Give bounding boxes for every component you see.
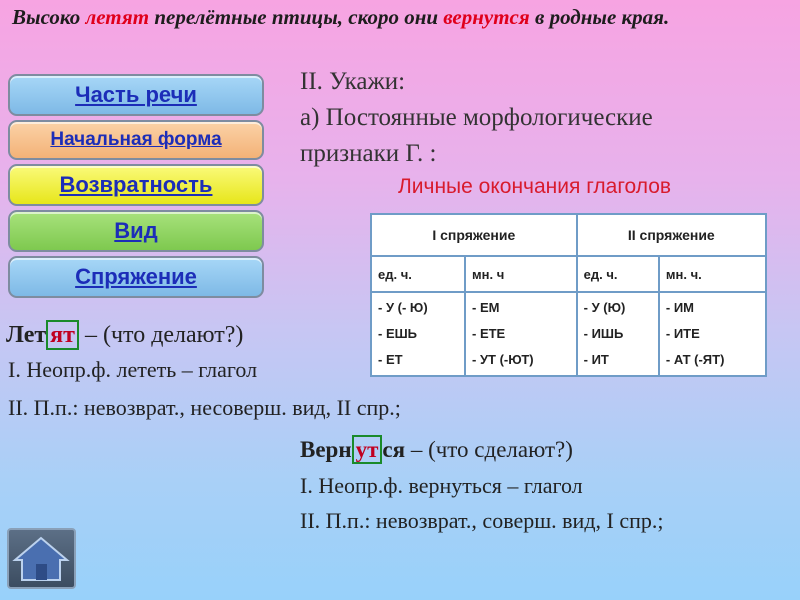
endings-title: Личные окончания глаголов — [398, 175, 672, 198]
home-button[interactable] — [7, 528, 76, 589]
verb-stem: Верн — [300, 437, 352, 462]
headline-verb-1: летят — [85, 5, 150, 29]
ending-item: - ЕТ — [378, 352, 403, 367]
part-of-speech-button[interactable] — [8, 74, 264, 116]
header-conjugation-1: I спряжение — [371, 214, 577, 256]
aspect-button[interactable] — [8, 210, 264, 252]
verb-analysis-2-line-2: II. П.п.: невозврат., соверш. вид, I спр.; — [300, 508, 664, 533]
button-label: Возвратность — [59, 172, 213, 197]
endings-cell — [577, 292, 659, 376]
headline-text: перелётные птицы, скоро они — [149, 5, 444, 29]
endings-cell — [659, 292, 766, 376]
verb-question: – (что делают?) — [78, 322, 244, 348]
ending-item: - ИТ — [583, 352, 609, 367]
verb-ending-box: ут — [352, 435, 383, 464]
subheader-cell: мн. ч — [465, 256, 577, 292]
subheader-cell: ед. ч. — [371, 256, 465, 292]
verb-ending-box: ят — [46, 320, 79, 350]
button-label: Часть речи — [75, 82, 197, 107]
verb-analysis-1-heading — [6, 318, 243, 352]
task-line: а) Постоянные морфологические — [300, 104, 653, 131]
ending-item: - У (Ю) — [583, 300, 626, 315]
subheader-cell: ед. ч. — [577, 256, 659, 292]
button-label: Спряжение — [75, 264, 197, 289]
verb-question: – (что сделают?) — [405, 437, 573, 462]
ending-item: - ЕМ — [472, 300, 500, 315]
headline-text: Высоко — [12, 5, 86, 29]
ending-item: - УТ (-ЮТ) — [472, 352, 534, 367]
endings-cell — [465, 292, 577, 376]
verb-analysis-2-line-1: I. Неопр.ф. вернуться – глагол — [300, 473, 583, 498]
subheader-cell: мн. ч. — [659, 256, 766, 292]
ending-item: - АТ (-ЯТ) — [665, 352, 725, 367]
verb-analysis-1-line-1: I. Неопр.ф. лететь – глагол — [8, 357, 258, 382]
header-conjugation-2: II спряжение — [577, 214, 766, 256]
button-label: Вид — [114, 218, 158, 243]
ending-item: - ИТЕ — [665, 326, 700, 341]
endings-cell — [371, 292, 465, 376]
ending-item: - ИШЬ — [583, 326, 624, 341]
initial-form-button[interactable] — [8, 120, 264, 160]
conjugation-button[interactable] — [8, 256, 264, 298]
ending-item: - У (- Ю) — [378, 300, 428, 315]
headline-verb-2: вернутся — [443, 5, 530, 29]
ending-item: - ИМ — [665, 300, 695, 315]
verb-suffix: ся — [382, 437, 406, 462]
endings-table — [370, 213, 767, 377]
task-instructions — [300, 64, 653, 172]
ending-item: - ЕШЬ — [378, 326, 418, 341]
headline-text: в родные края. — [529, 5, 670, 29]
verb-stem: Лет — [6, 322, 47, 348]
task-line: признаки Г. : — [300, 140, 437, 167]
headline-sentence — [12, 4, 797, 30]
verb-analysis-2-heading — [300, 434, 573, 466]
button-label: Начальная форма — [50, 129, 222, 150]
ending-item: - ЕТЕ — [472, 326, 506, 341]
reflexivity-button[interactable] — [8, 164, 264, 206]
home-icon — [9, 530, 74, 587]
verb-analysis-1-line-2: II. П.п.: невозврат., несоверш. вид, II спр.; — [8, 395, 401, 420]
task-line: II. Укажи: — [300, 68, 406, 95]
